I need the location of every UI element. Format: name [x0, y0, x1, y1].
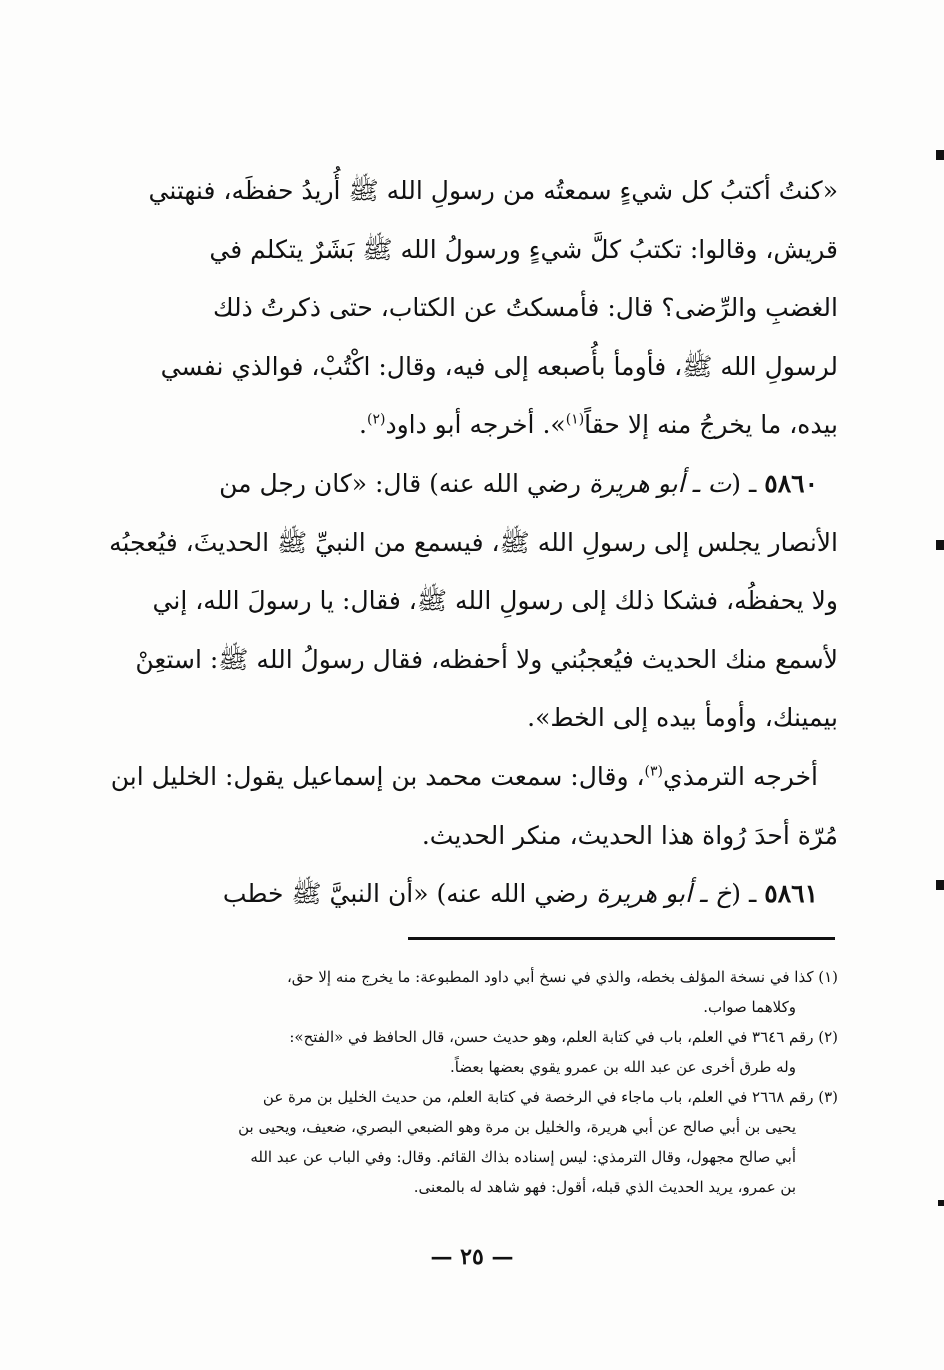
footnote-separator: [408, 937, 835, 940]
text-line: بيمينك، وأومأ بيده إلى الخط».: [527, 703, 838, 733]
text-fragment: ، وقال: سمعت محمد بن إسماعيل يقول: الخليل ابن: [110, 761, 645, 791]
scan-edge-mark: [936, 880, 944, 890]
text-line: [100, 396, 838, 455]
footnote-2: (٢) رقم ٣٦٤٦ في العلم، باب في كتابة العلم، وهو حديث حسن، قال الحافظ في «الفتح»:: [289, 1028, 838, 1046]
hadith-5860-heading: [100, 455, 838, 514]
text-line: مُرّة أحدَ رُواة هذا الحديث، منكر الحديث.: [421, 820, 838, 850]
text-fragment: أخرجه الترمذي: [663, 761, 818, 791]
footnote-3-cont: بن عمرو، يريد الحديث الذي قبله، أقول: فهو شاهد له بالمعنى.: [413, 1178, 796, 1196]
narrator-name: ت ـ أبو هريرة: [588, 468, 732, 498]
footnote-1: (١) كذا في نسخة المؤلف بخطه، والذي في نسخ أبي داود المطبوعة: ما يخرج منه إلا حق،: [286, 968, 838, 986]
narrator-name: خ ـ أبو هريرة: [596, 879, 732, 909]
hadith-number: ٥٨٦١: [764, 879, 818, 909]
text-line: «كنتُ أكتبُ كل شيءٍ سمعتُه من رسولِ الله ﷺ أُريدُ حفظَه، فنهتني: [148, 176, 838, 205]
text-line: الغضبِ والرِّضى؟ قال: فأمسكتُ عن الكتاب، حتى ذكرتُ ذلك: [212, 293, 838, 323]
text-fragment: ». أخرجه أبو داود: [385, 410, 566, 440]
text-fragment: بيده، ما يخرجُ منه إلا حقاً: [584, 410, 838, 440]
text-fragment: ـ (: [731, 879, 765, 909]
hadith-number: ٥٨٦٠: [764, 468, 818, 498]
takhrij-line: [100, 748, 838, 807]
footnote-3-cont: يحيى بن أبي صالح عن أبي هريرة، والخليل بن مرة وهو الضبعي البصري، ضعيف، ويحيى بن: [238, 1118, 796, 1136]
text-fragment: رضي الله عنه) قال: «كان رجل من: [219, 468, 589, 498]
footnote-2-cont: وله طرق أخرى عن عبد الله بن عمرو يقوي بعضها بعضاً.: [450, 1058, 796, 1076]
footnote-3-cont: أبي صالح مجهول، وقال الترمذي: ليس إسناده بذاك القائم. وقال: وفي الباب عن عبد الله: [250, 1148, 796, 1166]
scan-edge-mark: [936, 540, 944, 550]
footnote-ref[interactable]: (٣): [644, 763, 664, 780]
text-fragment: رضي الله عنه) «أن النبيَّ ﷺ خطب: [222, 879, 597, 909]
text-fragment: .: [359, 410, 367, 440]
text-line: قريش، وقالوا: تكتبُ كلَّ شيءٍ ورسولُ الله ﷺ بَشَرٌ يتكلم في: [209, 234, 838, 264]
footnotes: [100, 962, 838, 1202]
footnote-ref[interactable]: (٢): [366, 412, 386, 429]
text-line: الأنصار يجلس إلى رسولِ الله ﷺ، فيسمع من النبيِّ ﷺ الحديثَ، فيُعجبُه: [109, 527, 838, 557]
hadith-5861-heading: [100, 865, 838, 924]
text-line: لأسمع منك الحديث فيُعجبُني ولا أحفظه، فقال رسولُ الله ﷺ: استعِنْ: [135, 644, 838, 674]
text-line: لرسولِ الله ﷺ، فأومأ بأُصبعه إلى فيه، وقال: اكْتُبْ، فوالذي نفسي: [160, 351, 838, 381]
scan-edge-mark: [938, 1200, 944, 1206]
scan-edge-mark: [936, 150, 944, 160]
text-fragment: ـ (: [731, 468, 765, 498]
footnote-3: (٣) رقم ٢٦٦٨ في العلم، باب ماجاء في الرخصة في كتابة العلم، من حديث الخليل بن مرة عن: [262, 1088, 838, 1106]
text-line: ولا يحفظُه، فشكا ذلك إلى رسولِ الله ﷺ، فقال: يا رسولَ الله، إني: [152, 586, 838, 616]
footnote-ref[interactable]: (١): [565, 412, 585, 429]
page-number: — ٢٥ —: [430, 1244, 514, 1270]
main-text: [100, 162, 838, 924]
footnote-1-cont: وكلاهما صواب.: [703, 998, 796, 1016]
